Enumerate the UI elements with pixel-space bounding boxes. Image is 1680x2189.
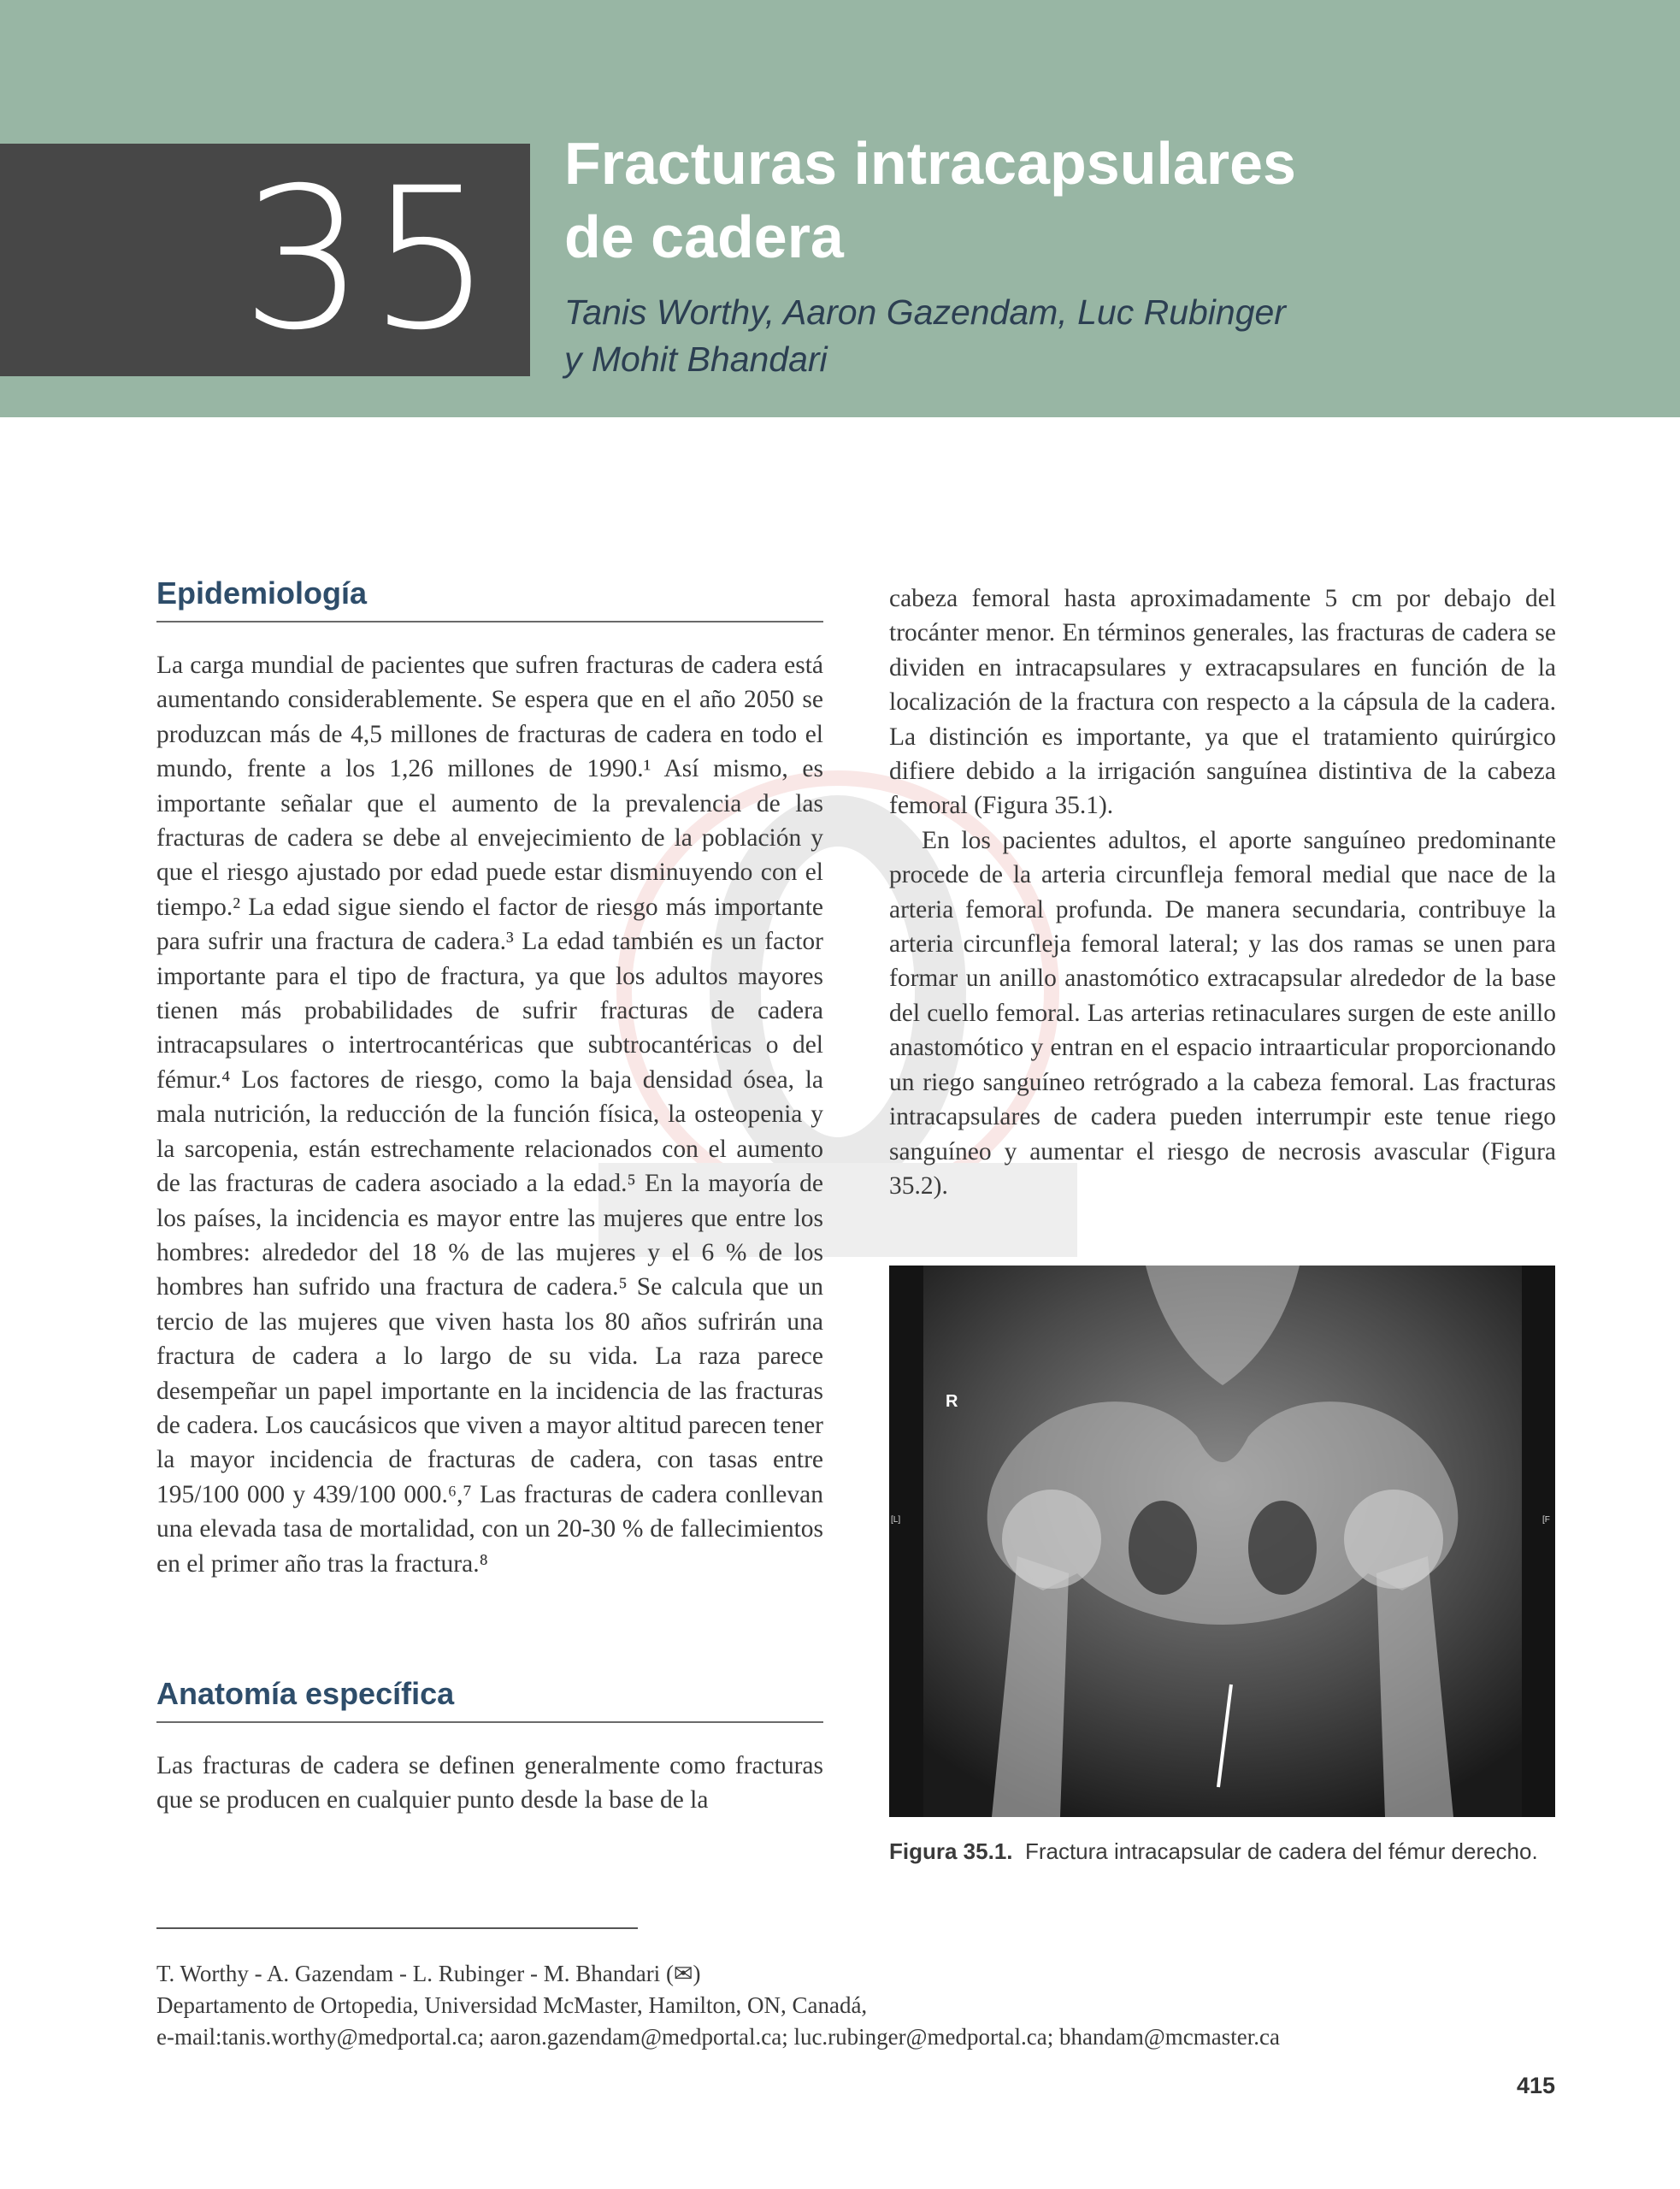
chapter-number: 35 — [240, 145, 496, 373]
figure-label: Figura 35.1. — [889, 1838, 1013, 1864]
left-column — [156, 573, 823, 1818]
footnote-emails: e-mail:tanis.worthy@medportal.ca; aaron.gazendam@medportal.ca; luc.rubinger@medportal.ca; bhandam@mcmaster.ca — [156, 2024, 1280, 2050]
figure-caption — [889, 1837, 1565, 1866]
chapter-title-block — [564, 127, 1590, 383]
authors-line-1: Tanis Worthy, Aaron Gazendam, Luc Rubinger — [564, 292, 1286, 332]
anatomia-paragraph-2: En los pacientes adultos, el aporte sanguíneo predominante procede de la arteria circunfleja femoral medial que nace de la arteria femoral profunda. De manera secundaria, contribuye la arteria circunfleja femoral lateral; y las dos ramas se unen para formar un anillo anastomótico extracapsular alrededor de la base del cuello femoral. Las arterias retinaculares surgen de este anillo anastomótico y entran en el espacio intraarticular proporcionando un riego sanguíneo retrógrado a la cabeza femoral. Las fracturas intracapsulares de cadera pueden interrumpir este tenue riego sanguíneo y aumentar el riesgo de necrosis avascular (Figura 35.2). — [889, 826, 1556, 1200]
anatomia-paragraph-continued: cabeza femoral hasta aproximadamente 5 cm por debajo del trocánter menor. En términos generales, las fracturas de cadera se dividen en intracapsulares y extracapsulares en función de la localización de la fractura con respecto a la cápsula de la cadera. La distinción es importante, ya que el tratamiento quirúrgico difiere debido a la irrigación sanguínea distintiva de la cabeza femoral (Figura 35.1). — [889, 585, 1556, 820]
chapter-number-box — [0, 144, 530, 376]
section-heading-epidemiologia: Epidemiología — [156, 573, 823, 622]
footnote-department: Departamento de Ortopedia, Universidad McMaster, Hamilton, ON, Canadá, — [156, 1992, 868, 2018]
figure-caption-text: Fractura intracapsular de cadera del fémur derecho. — [1024, 1838, 1538, 1864]
section-heading-anatomia: Anatomía específica — [156, 1673, 823, 1723]
anatomia-paragraph-start: Las fracturas de cadera se definen generalmente como fracturas que se producen en cualquier punto desde la base de la — [156, 1751, 823, 1814]
chapter-title-line-2: de cadera — [564, 204, 844, 270]
xray-image — [889, 1266, 1555, 1817]
page-number: 415 — [1516, 2073, 1555, 2098]
author-affiliation-footnote — [156, 1958, 1567, 2053]
xray-marker-right: [F — [1542, 1515, 1550, 1525]
footnote-authors: T. Worthy - A. Gazendam - L. Rubinger - M. Bhandari (✉) — [156, 1961, 701, 1986]
xray-marker-left: [L] — [891, 1515, 901, 1525]
epidemiologia-paragraph: La carga mundial de pacientes que sufren fracturas de cadera está aumentando considerablemente. Se espera que en el año 2050 se produzcan más de 4,5 millones de fracturas de cadera en todo el mundo, frente a los 1,26 millones de 1990.¹ Así mismo, es importante señalar que el aumento de la prevalencia de las fracturas de cadera se debe al envejecimiento de la población y que el riesgo ajustado por edad puede estar disminuyendo con el tiempo.² La edad sigue siendo el factor de riesgo más importante para sufrir una fractura de cadera.³ La edad también es un factor importante para el tipo de fractura, ya que los adultos mayores tienen más probabilidades de sufrir fracturas de cadera intracapsulares o intertrocantéricas que subtrocantéricas o del fémur.⁴ Los factores de riesgo, como la baja densidad ósea, la mala nutrición, la reducción de la función física, la osteopenia y la sarcopenia, están estrechamente relacionados con el aumento de las fracturas de cadera asociado a la edad.⁵ En la mayoría de los países, la incidencia es mayor entre las mujeres que entre los hombres: alrededor del 18 % de las mujeres y el 6 % de los hombres han sufrido una fractura de cadera.⁵ Se calcula que un tercio de las mujeres que viven hasta los 80 años sufrirán una fractura de cadera a lo largo de su vida. La raza parece desempeñar un papel importante en la incidencia de las fracturas de cadera. Los caucásicos que viven a mayor altitud parecen tener la mayor incidencia de fracturas de cadera, con tasas entre 195/100 000 y 439/100 000.⁶,⁷ Las fracturas de cadera conllevan una elevada tasa de mortalidad, con un 20-30 % de fallecimientos en el primer año tras la fractura.⁸ — [156, 652, 823, 1578]
chapter-title — [564, 127, 1590, 274]
chapter-authors — [564, 289, 1590, 383]
chapter-title-line-1: Fracturas intracapsulares — [564, 130, 1296, 197]
figure-xray-pelvis — [889, 1266, 1555, 1817]
chapter-header-band — [0, 0, 1680, 417]
authors-line-2: y Mohit Bhandari — [564, 339, 828, 379]
footnote-divider — [156, 1927, 638, 1929]
xray-marker-r: R — [946, 1392, 958, 1411]
right-column — [889, 581, 1556, 1203]
